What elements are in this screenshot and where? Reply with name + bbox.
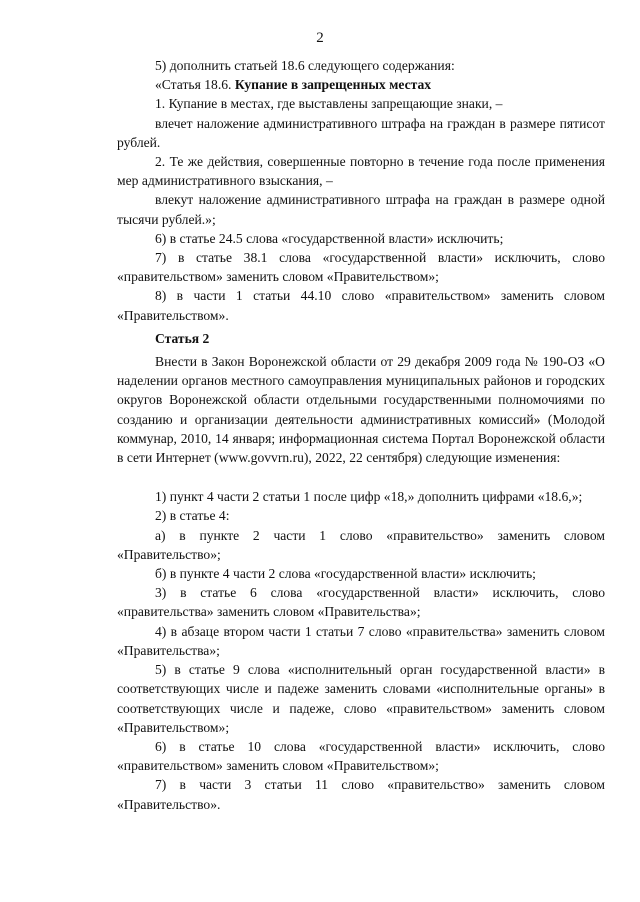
- paragraph-article-2-intro: Внести в Закон Воронежской области от 29 декабря 2009 года № 190-ОЗ «О наделении органов местного самоуправления муниципальных районов и городских округов Воронежской области отдельными государственными полномочиями по созданию и организации деятельности административных комиссий» (Молодой коммунар, 2010, 14 января; информационная система Портал Воронежской области в сети Интернет (www.govvrn.ru), 2022, 22 сентября) следующие изменения:: [117, 354, 605, 466]
- paragraph-item-6: 6) в статье 10 слова «государственной власти» исключить, слово «правительством» заменить словом «Правительством»;: [117, 738, 605, 774]
- paragraph-item-4: 4) в абзаце втором части 1 статьи 7 слово «правительства» заменить словом «Правительства»;: [117, 623, 605, 658]
- paragraph-18-6-penalty-1: влечет наложение административного штрафа на граждан в размере пятисот рублей.: [117, 115, 605, 150]
- paragraph-amendment-6: 6) в статье 24.5 слова «государственной власти» исключить;: [155, 230, 504, 246]
- paragraph-item-7: 7) в части 3 статьи 11 слово «правительство» заменить словом «Правительство».: [117, 777, 605, 812]
- page-number: 2: [316, 30, 324, 46]
- paragraph-item-1: 1) пункт 4 части 2 статьи 1 после цифр «18,» дополнить цифрами «18.6,»;: [155, 489, 583, 505]
- article-18-6-number: «Статья 18.6.: [155, 77, 235, 93]
- paragraph-item-2b: б) в пункте 4 части 2 слова «государственной власти» исключить;: [155, 566, 536, 582]
- paragraph-item-5: 5) в статье 9 слова «исполнительный орган государственной власти» в соответствующих числе и падеже заменить словами «исполнительные органы» в соответствующих числе и падеже, слово «правительством» заменить словом «Правительством»;: [117, 662, 605, 735]
- paragraph-18-6-part-1: 1. Купание в местах, где выставлены запрещающие знаки, –: [155, 96, 503, 112]
- document-body: [117, 56, 605, 814]
- paragraph-item-3: 3) в статье 6 слова «государственной власти» исключить, слово «правительства» заменить словом «Правительства»;: [117, 585, 605, 620]
- paragraph-amendment-5: 5) дополнить статьей 18.6 следующего содержания:: [155, 58, 455, 73]
- paragraph-amendment-8: 8) в части 1 статьи 44.10 слово «правительством» заменить словом «Правительством».: [117, 288, 605, 323]
- paragraph-item-2: 2) в статье 4:: [155, 508, 230, 524]
- paragraph-amendment-7: 7) в статье 38.1 слова «государственной власти» исключить, слово «правительством» заменить словом «Правительством»;: [117, 250, 605, 285]
- paragraph-item-2a: а) в пункте 2 части 1 слово «правительство» заменить словом «Правительство»;: [117, 527, 605, 562]
- paragraph-18-6-part-2: 2. Те же действия, совершенные повторно в течение года после применения мер административного взыскания, –: [117, 154, 605, 189]
- article-2-heading: Статья 2: [155, 330, 210, 346]
- article-18-6-heading: [117, 75, 605, 94]
- paragraph-18-6-penalty-2: влекут наложение административного штрафа на граждан в размере одной тысячи рублей.»;: [117, 192, 605, 227]
- spacer: [117, 467, 605, 487]
- article-18-6-title: Купание в запрещенных местах: [234, 77, 432, 93]
